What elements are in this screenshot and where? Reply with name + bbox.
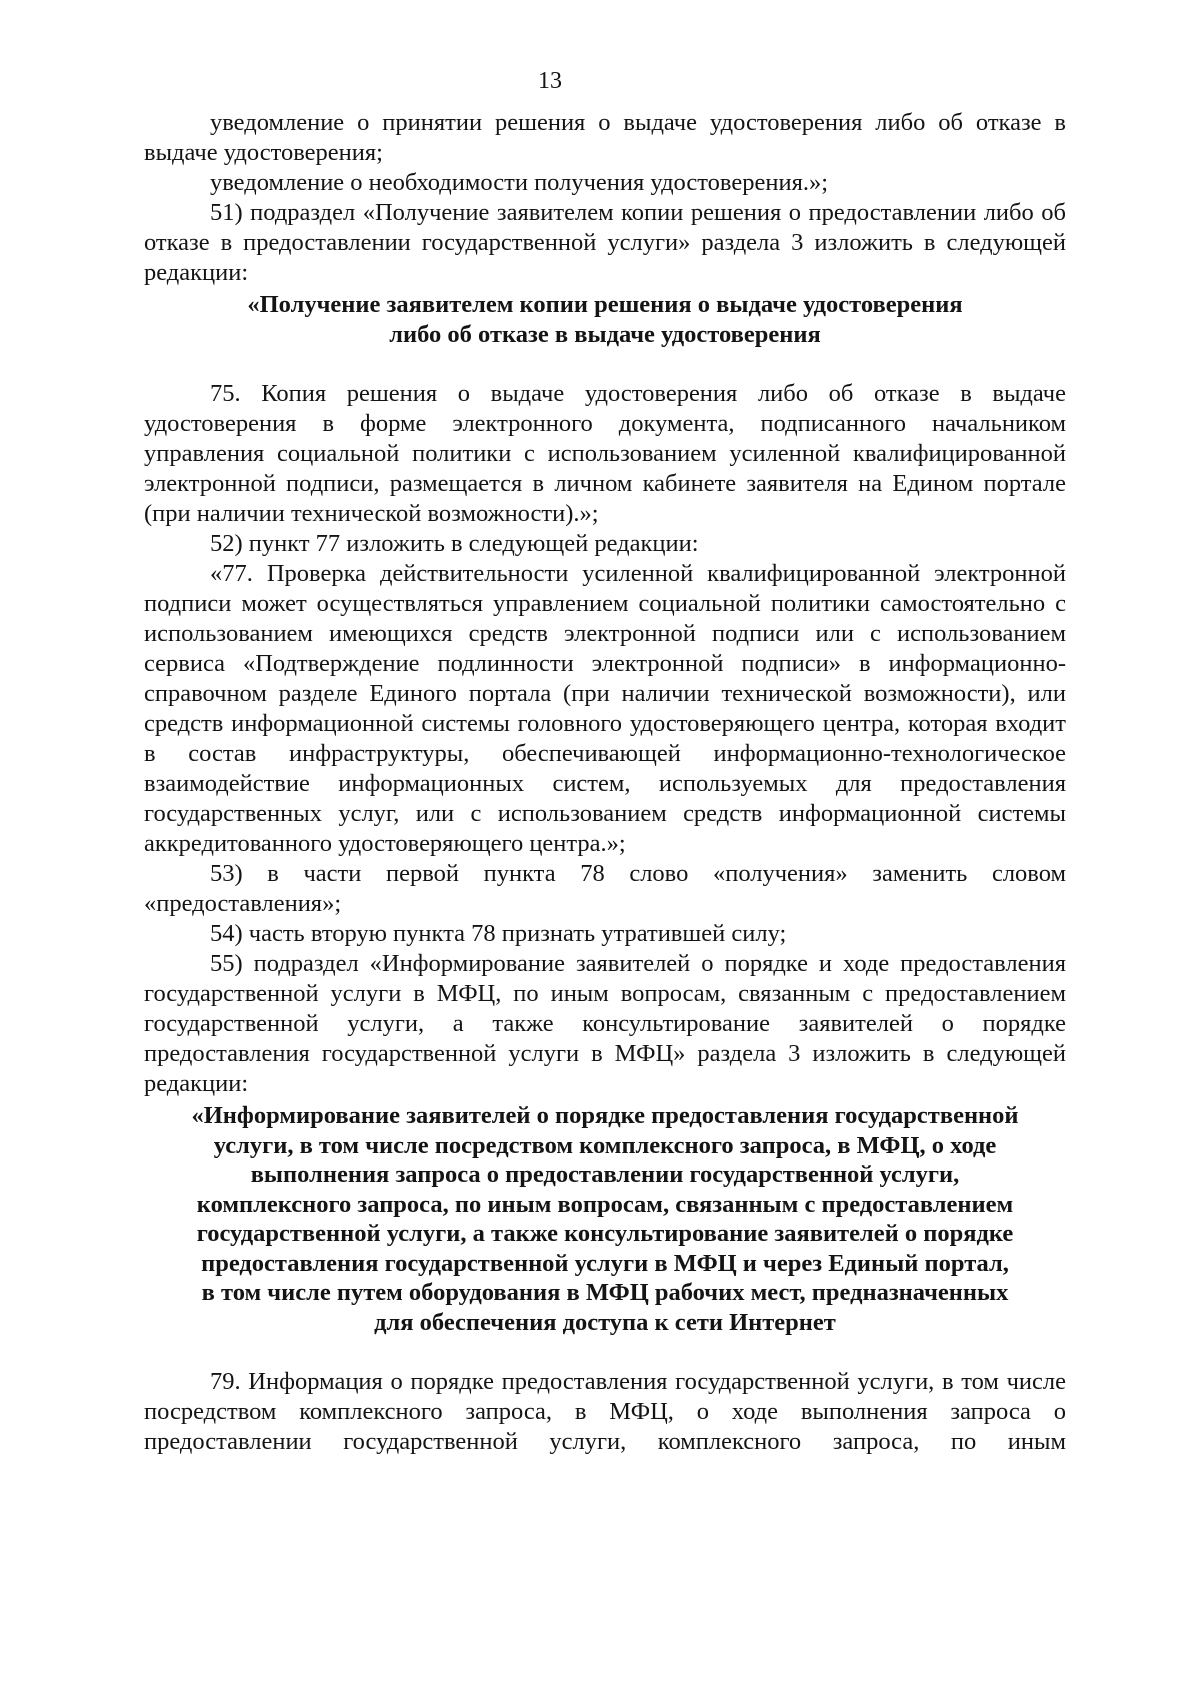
heading-line: «Получение заявителем копии решения о выдаче удостоверения <box>247 291 963 318</box>
spacer <box>144 1337 1066 1367</box>
heading-line: комплексного запроса, по иным вопросам, связанным с предоставлением <box>196 1190 1014 1218</box>
paragraph: уведомление о принятии решения о выдаче удостоверения либо об отказе в выдаче удостоверения; <box>144 109 1066 166</box>
section-heading <box>144 290 1066 349</box>
heading-line: для обеспечения доступа к сети Интернет <box>374 1308 836 1336</box>
spacer <box>144 349 1066 379</box>
page-number: 13 <box>538 68 562 94</box>
section-heading <box>144 1101 1066 1337</box>
heading-line: в том числе путем оборудования в МФЦ рабочих мест, предназначенных <box>201 1279 1009 1306</box>
paragraph: 54) часть вторую пункта 78 признать утратившей силу; <box>210 920 787 947</box>
heading-line: государственной услуги, а также консультирование заявителей о порядке <box>196 1220 1014 1247</box>
document-body <box>144 108 1066 1457</box>
heading-line: либо об отказе в выдаче удостоверения <box>389 320 821 348</box>
heading-line: «Информирование заявителей о порядке предоставления государственной <box>191 1102 1019 1129</box>
paragraph: 79. Информация о порядке предоставления государственной услуги, в том числе посредством комплексного запроса, в МФЦ, о ходе выполнения запроса о предоставлении государственной услуги, комплексного запроса, по иным <box>144 1368 1066 1455</box>
paragraph: 55) подраздел «Информирование заявителей о порядке и ходе предоставления государственной услуги в МФЦ, по иным вопросам, связанным с предоставлением государственной услуги, а также консультирование заявителей о порядке предоставления государственной услуги в МФЦ» раздела 3 изложить в следующей редакции: <box>144 950 1066 1097</box>
heading-line: выполнения запроса о предоставлении государственной услуги, <box>250 1161 960 1188</box>
paragraph: уведомление о необходимости получения удостоверения.»; <box>210 169 829 196</box>
paragraph: 75. Копия решения о выдаче удостоверения либо об отказе в выдаче удостоверения в форме электронного документа, подписанного начальником управления социальной политики с использованием усиленной квалифицированной электронной подписи, размещается в личном кабинете заявителя на Едином портале (при наличии технической возможности).»; <box>144 380 1066 527</box>
paragraph: «77. Проверка действительности усиленной квалифицированной электронной подписи может осуществляться управлением социальной политики самостоятельно с использованием имеющихся средств электронной подписи или с использованием сервиса «Подтверждение подлинности электронной подписи» в информационно-справочном разделе Единого портала (при наличии технической возможности), или средств информационной системы головного удостоверяющего центра, которая входит в состав инфраструктуры, обеспечивающей информационно-технологическое взаимодействие информационных систем, используемых для предоставления государственных услуг, или с использованием средств информационной системы аккредитованного удостоверяющего центра.»; <box>144 560 1066 857</box>
paragraph: 51) подраздел «Получение заявителем копии решения о предоставлении либо об отказе в предоставлении государственной услуги» раздела 3 изложить в следующей редакции: <box>144 199 1066 286</box>
heading-line: услуги, в том числе посредством комплексного запроса, в МФЦ, о ходе <box>213 1131 997 1159</box>
heading-line: предоставления государственной услуги в МФЦ и через Единый портал, <box>201 1249 1009 1277</box>
paragraph: 52) пункт 77 изложить в следующей редакции: <box>210 530 699 557</box>
paragraph: 53) в части первой пункта 78 слово «получения» заменить словом «предоставления»; <box>144 860 1066 917</box>
